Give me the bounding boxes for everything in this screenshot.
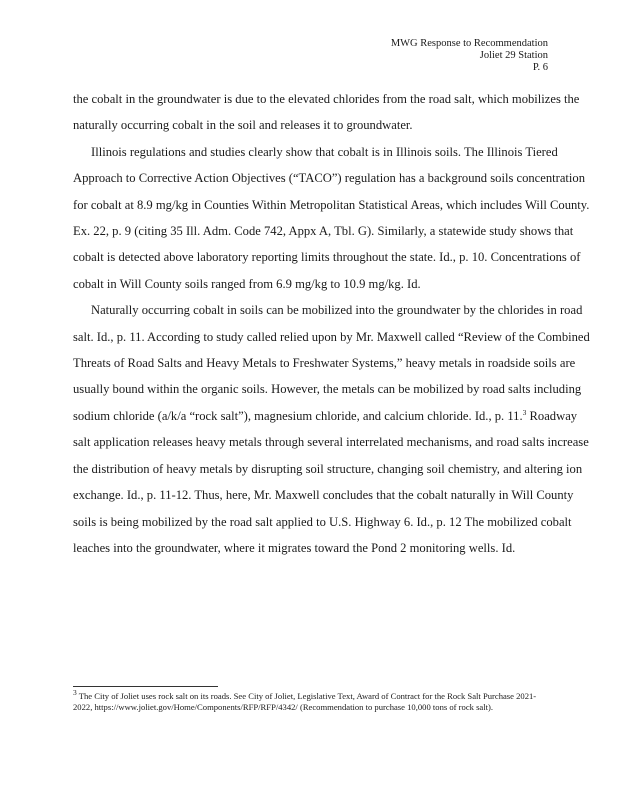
paragraph-3-continued: Roadway salt application releases heavy metals through several interrelated mechanisms, and road salts increase the distribution of heavy metals by disrupting soil structure, changing soil chemistry, and altering ion exchange. Id., p. 11-12. Thus, here, Mr. Maxwell concludes that the cobalt naturally in Will County soils is being mobilized by the road salt applied to U.S. Highway 6. Id., p. 12 The mobilized cobalt leaches into the groundwater, where it migrates toward the Pond 2 monitoring wells. Id. — [73, 408, 589, 555]
paragraph-2: Illinois regulations and studies clearly show that cobalt is in Illinois soils. The Illinois Tiered Approach to Corrective Action Objectives (“TACO”) regulation has a background soils concentration for cobalt at 8.9 mg/kg in Counties Within Metropolitan Statistical Areas, which includes Will County. Ex. 22, p. 9 (citing 35 Ill. Adm. Code 742, Appx A, Tbl. G). Similarly, a statewide study shows that cobalt is detected above laboratory reporting limits throughout the state. Id., p. 10. Concentrations of cobalt in Will County soils ranged from 6.9 mg/kg to 10.9 mg/kg. Id. — [73, 144, 590, 291]
page-header — [308, 38, 548, 74]
document-body — [73, 86, 595, 561]
footnote-reference: 3 — [522, 407, 527, 417]
footnote-text: The City of Joliet uses rock salt on its roads. See City of Joliet, Legislative Text, Award of Contract for the Rock Salt Purchase 2021-2022, https://www.joliet.gov/Home/Components/RFP/RFP/4342/ (Recommendation to purchase 10,000 tons of rock salt). — [73, 691, 537, 712]
paragraph-1: the cobalt in the groundwater is due to the elevated chlorides from the road salt, which mobilizes the naturally occurring cobalt in the soil and releases it to groundwater. — [73, 92, 580, 133]
header-station: Joliet 29 Station — [479, 50, 548, 61]
footnote-number: 3 — [73, 688, 77, 698]
paragraph-3 — [73, 297, 595, 561]
paragraph-3-start: Naturally occurring cobalt in soils can be mobilized into the groundwater by the chlorides in road salt. Id., p. 11. According to study called relied upon by Mr. Maxwell called “Review of the Combined Threats of Road Salts and Heavy Metals to Freshwater Systems,” heavy metals in roadside soils are usually bound within the organic soils. However, the metals can be mobilized by road salts including sodium chloride (a/k/a “rock salt”), magnesium chloride, and calcium chloride. Id., p. 11. — [73, 303, 590, 423]
footnote-divider — [73, 686, 218, 687]
header-page-number: P. 6 — [532, 62, 548, 73]
footnote — [73, 688, 553, 712]
header-title: MWG Response to Recommendation — [390, 38, 548, 49]
